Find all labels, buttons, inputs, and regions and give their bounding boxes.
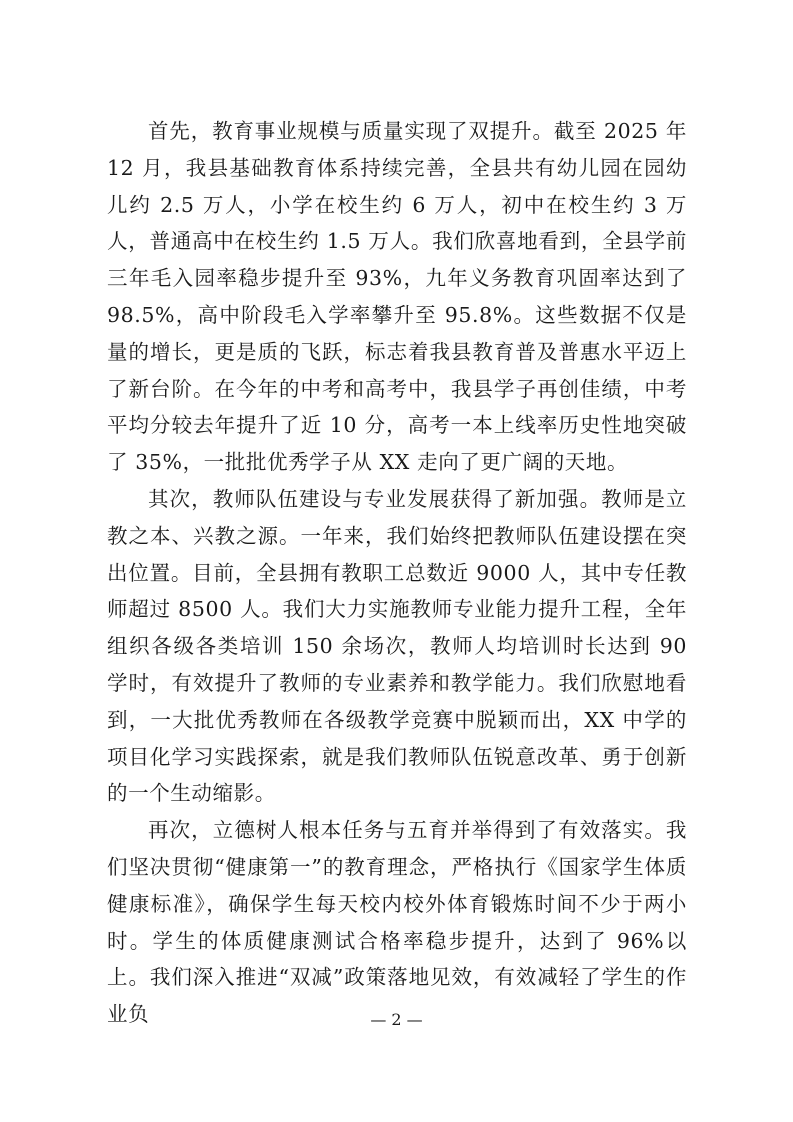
paragraph-education-scale: 首先，教育事业规模与质量实现了双提升。截至 2025 年 12 月，我县基础教育体系持续完善，全县共有幼儿园在园幼儿约 2.5 万人，小学在校生约 6 万人，初中在校生约 3 万人，普通高中在校生约 1.5 万人。我们欣喜地看到，全县学前三年毛入园率稳步提升至 93%，九年义务教育巩固率达到了 98.5%，高中阶段毛入学率攀升至 95.8%。这些数据不仅是量的增长，更是质的飞跃，标志着我县教育普及普惠水平迈上了新台阶。在今年的中考和高考中，我县学子再创佳绩，中考平均分较去年提升了近 10 分，高考一本上线率历史性地突破了 35%，一批批优秀学子从 XX 走向了更广阔的天地。 — [107, 119, 687, 475]
page-number: — 2 — — [370, 1010, 423, 1029]
document-body — [107, 113, 687, 1033]
paragraph-teacher-team: 其次，教师队伍建设与专业发展获得了新加强。教师是立教之本、兴教之源。一年来，我们始终把教师队伍建设摆在突出位置。目前，全县拥有教职工总数近 9000 人，其中专任教师超过 8500 人。我们大力实施教师专业能力提升工程，全年组织各级各类培训 150 余场次，教师人均培训时长达到 90 学时，有效提升了教师的专业素养和教学能力。我们欣慰地看到，一大批优秀教师在各级教学竞赛中脱颖而出，XX 中学的项目化学习实践探索，就是我们教师队伍锐意改革、勇于创新的一个生动缩影。 — [107, 486, 687, 806]
paragraph-moral-education: 再次，立德树人根本任务与五育并举得到了有效落实。我们坚决贯彻“健康第一”的教育理念，严格执行《国家学生体质健康标准》，确保学生每天校内校外体育锻炼时间不少于两小时。学生的体质健康测试合格率稳步提升，达到了 96%以上。我们深入推进“双减”政策落地见效，有效减轻了学生的作业负 — [107, 818, 687, 1027]
